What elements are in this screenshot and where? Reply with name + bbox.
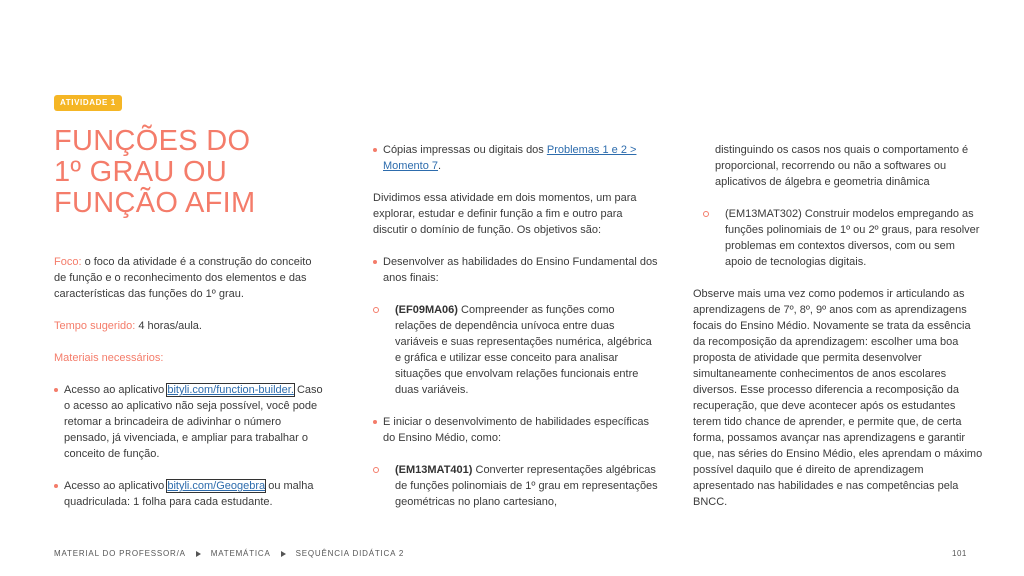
time-label: Tempo sugerido: [54,320,136,332]
list-item: Acesso ao aplicativo bityli.com/function-builder. Caso o acesso ao aplicativo não seja possível, você pode retomar a brincadeira de adivinhar o número pensado, já vivenciada, e ampliar para trabalhar o conceito de função. [54,382,324,462]
column-3 [693,142,983,510]
bullet-icon [54,484,58,488]
breadcrumb-item: MATERIAL DO PROFESSOR/A [54,549,186,558]
sub-list-item: (EM13MAT401) Converter representações algébricas de funções polinomiais de 1º grau em representações geométricas no plano cartesiano, [373,462,658,510]
page-title [54,126,304,219]
focus-paragraph [54,254,324,302]
focus-label: Foco: [54,256,82,268]
intro-paragraph: Dividimos essa atividade em dois momentos, um para explorar, estudar e definir função a fim e outro para discutir o domínio de função. Os objetivos são: [373,192,637,236]
breadcrumb-item: MATEMÁTICA [210,549,271,558]
time-text: 4 horas/aula. [135,320,202,332]
column-1 [54,254,324,510]
time-paragraph [54,318,324,334]
triangle-right-icon [281,551,286,557]
skill-code: (EM13MAT401) [395,464,473,476]
bullet-icon [373,148,377,152]
circle-bullet-icon [373,467,379,473]
sub-list-item: (EF09MA06) Compreender as funções como relações de dependência unívoca entre duas variáveis e suas representações numérica, algébrica e gráfica e utilizar esse conceito para analisar situações que envolvam relações funcionais entre duas variáveis. [373,302,658,398]
title-line: FUNÇÃO AFIM [54,187,256,219]
title-line: 1º GRAU OU [54,156,228,188]
column-2 [373,142,658,510]
list-item: Cópias impressas ou digitais dos Problemas 1 e 2 > Momento 7. [373,142,658,174]
sub-list-item: (EM13MAT302) Construir modelos empregando as funções polinomiais de 1º ou 2º graus, para resolver problemas em contextos diversos, com ou sem apoio de tecnologias digitais. [703,206,983,270]
activity-badge: ATIVIDADE 1 [54,95,122,111]
problems-link[interactable]: Problemas 1 e 2 > Momento 7 [383,144,637,172]
title-line: FUNÇÕES DO [54,125,251,157]
list-item: Acesso ao aplicativo bityli.com/Geogebra ou malha quadriculada: 1 folha para cada estudante. [54,478,324,510]
continued-text: distinguindo os casos nos quais o comportamento é proporcional, recorrendo ou não a softwares ou aplicativos de álgebra e geometria dinâmica [715,144,969,188]
breadcrumb-item: SEQUÊNCIA DIDÁTICA 2 [295,549,405,558]
function-builder-link[interactable]: bityli.com/function-builder. [167,384,294,396]
list-item: Desenvolver as habilidades do Ensino Fundamental dos anos finais: [373,254,658,286]
observe-paragraph: Observe mais uma vez como podemos ir articulando as aprendizagens de 7º, 8º, 9º anos com as aprendizagens focais do Ensino Médio. Novamente se trata da essência da recomposição da aprendizagem: escolher uma boa proposta de atividade que permita desenvolver simultaneamente conhecimentos de anos escolares diversos. Esse processo diferencia a recomposição da recuperação, que deve acontecer após os estudantes terem tido chance de aprender, e permite que, de certa forma, possamos avançar nas aprendizagens e garantir que, nas séries do Ensino Médio, eles aprendam o máximo possível daquilo que é direito de aprendizagem apresentado nas habilidades e nas competências pela BNCC. [693,288,983,508]
materials-label: Materiais necessários: [54,352,164,364]
circle-bullet-icon [703,211,709,217]
bullet-icon [54,388,58,392]
breadcrumb [54,549,404,558]
focus-text: o foco da atividade é a construção do conceito de função e o reconhecimento dos elementos e das características das funções do 1º grau. [54,256,312,300]
bullet-icon [373,260,377,264]
bullet-icon [373,420,377,424]
geogebra-link[interactable]: bityli.com/Geogebra [167,480,266,492]
skill-code: (EF09MA06) [395,304,458,316]
list-item: E iniciar o desenvolvimento de habilidades específicas do Ensino Médio, como: [373,414,658,446]
triangle-right-icon [196,551,201,557]
page-number: 101 [952,549,967,558]
circle-bullet-icon [373,307,379,313]
